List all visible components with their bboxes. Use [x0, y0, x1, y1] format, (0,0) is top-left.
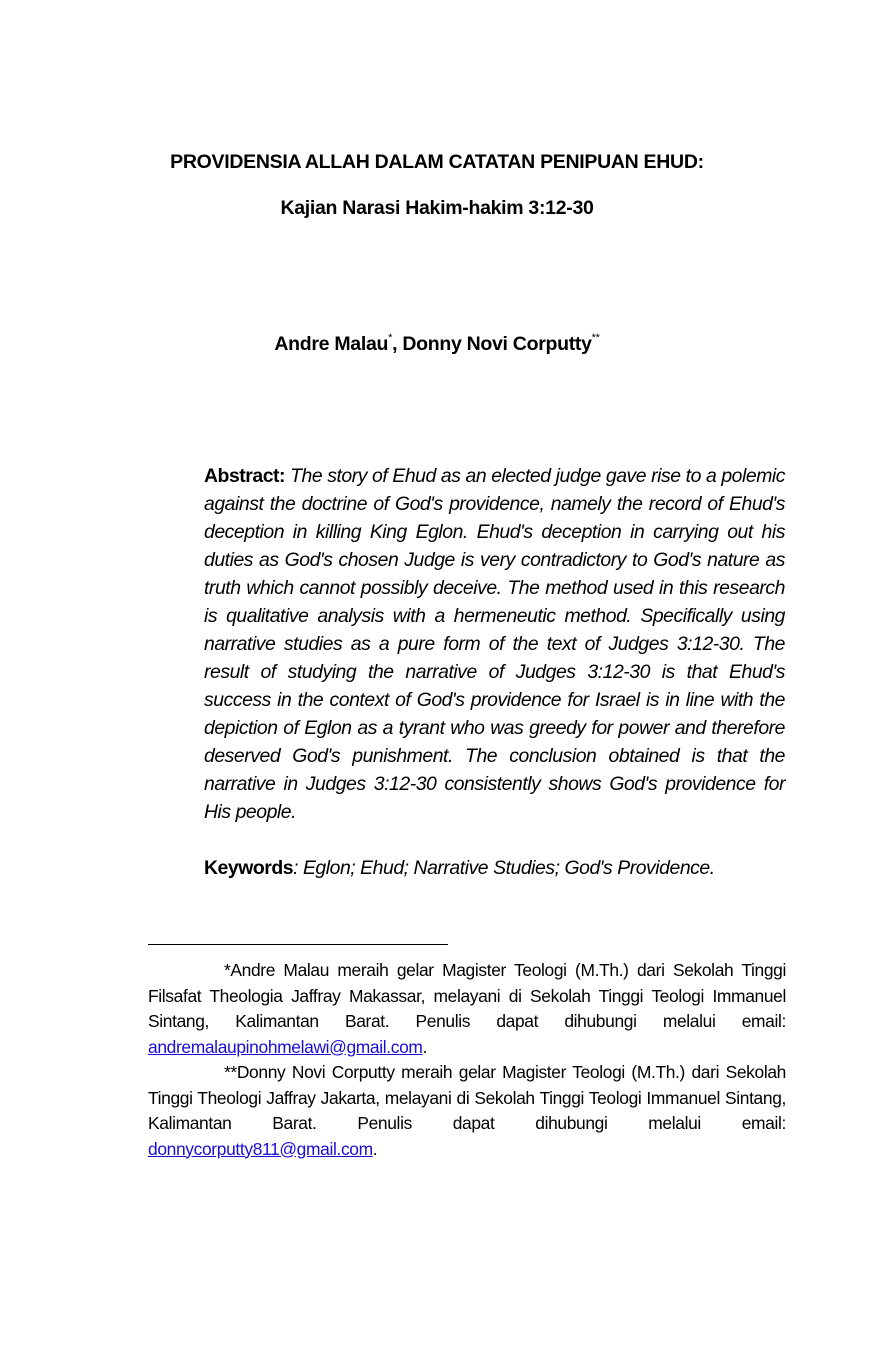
footnote-2-email-link[interactable]: donnycorputty811@gmail.com — [148, 1138, 373, 1159]
author-1-footnote-mark: * — [388, 332, 393, 344]
footnote-author-2 — [148, 1060, 786, 1162]
footnote-author-1 — [148, 958, 786, 1060]
abstract-label: Abstract: — [204, 465, 286, 487]
paper-title: PROVIDENSIA ALLAH DALAM CATATAN PENIPUAN EHUD: — [170, 151, 704, 173]
keywords-colon: : — [293, 857, 299, 879]
footnote-1-email-link[interactable]: andremalaupinohmelawi@gmail.com — [148, 1036, 423, 1057]
author-line — [0, 333, 874, 356]
footnotes-section — [148, 958, 786, 1162]
author-2-footnote-mark: ** — [591, 332, 600, 344]
author-name-2: Donny Novi Corputty — [402, 333, 592, 355]
footnote-1-text: *Andre Malau meraih gelar Magister Teologi (M.Th.) dari Sekolah Tinggi Filsafat Theologia Jaffray Makassar, melayani di Sekolah Tinggi Teologi Immanuel Sintang, Kalimantan Barat. Penulis dapat dihubungi melalui email: — [148, 960, 786, 1031]
abstract-block — [204, 462, 785, 826]
author-separator: , — [392, 333, 403, 355]
keywords-label: Keywords — [204, 857, 294, 879]
paper-subtitle: Kajian Narasi Hakim-hakim 3:12-30 — [280, 197, 594, 219]
footnote-separator — [148, 944, 448, 945]
footnote-2-tail: . — [372, 1138, 378, 1159]
footnote-1-tail: . — [422, 1036, 428, 1057]
author-name-1: Andre Malau — [274, 333, 389, 355]
abstract-text: The story of Ehud as an elected judge gave rise to a polemic against the doctrine of God's providence, namely the record of Ehud's deception in killing King Eglon. Ehud's deception in carrying out his duties as God's chosen Judge is very contradictory to God's nature as truth which cannot possibly deceive. The method used in this research is qualitative analysis with a hermeneutic method. Specifically using narrative studies as a pure form of the text of Judges 3:12-30. The result of studying the narrative of Judges 3:12-30 is that Ehud's success in the context of God's providence for Israel is in line with the depiction of Eglon as a tyrant who was greedy for power and therefore deserved God's punishment. The conclusion obtained is that the narrative in Judges 3:12-30 consistently shows God's providence for His people. — [204, 465, 786, 823]
footnote-2-text: **Donny Novi Corputty meraih gelar Magister Teologi (M.Th.) dari Sekolah Tinggi Theologi Jaffray Jakarta, melayani di Sekolah Tinggi Teologi Immanuel Sintang, Kalimantan Barat. Penulis dapat dihubungi melalui email: — [148, 1062, 786, 1133]
keywords-text: Eglon; Ehud; Narrative Studies; God's Providence. — [298, 857, 715, 879]
keywords-block — [204, 854, 785, 882]
